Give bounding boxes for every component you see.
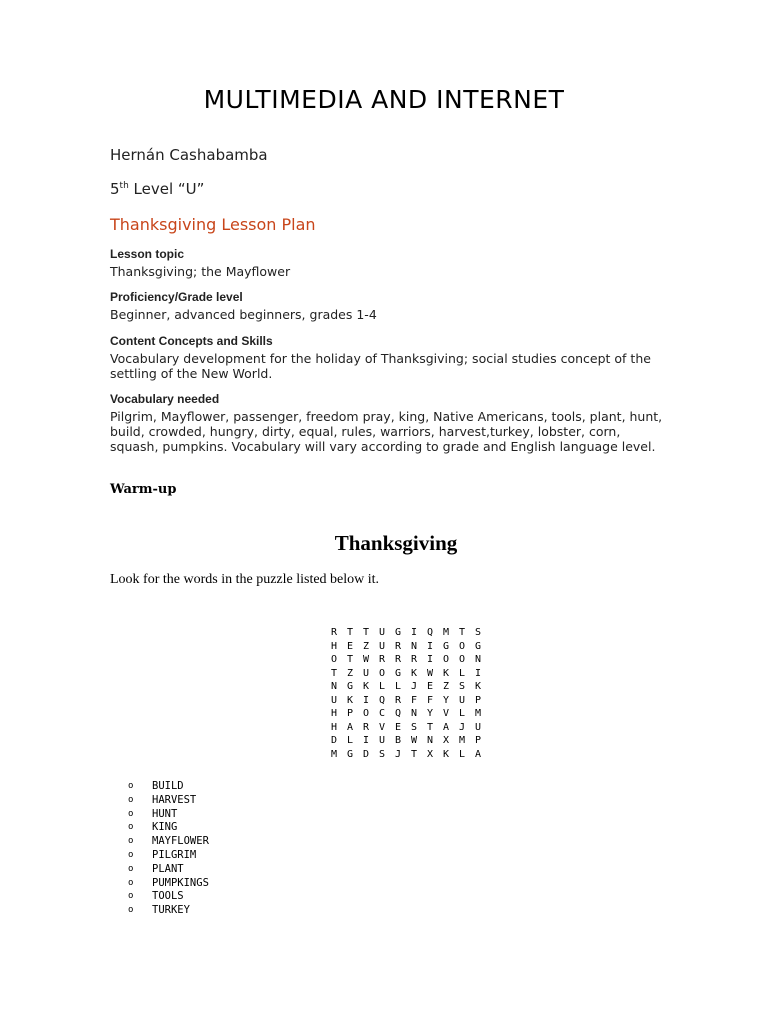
grid-letter: F	[411, 694, 418, 706]
grid-letter: L	[459, 748, 466, 760]
grid-letter: X	[443, 735, 450, 746]
grid-letter: P	[475, 694, 482, 706]
grid-letter: K	[443, 748, 450, 760]
grid-letter: G	[443, 640, 450, 652]
grid-letter: L	[459, 667, 466, 679]
section-body: Pilgrim, Mayflower, passenger, freedom pray, king, Native Americans, tools, plant, hunt, build, crowded, hungry, dirty, equal, rules, warriors, harvest,turkey, lobster, corn, squash, pumpkins. Vocabulary will vary according to grade and English language level.	[110, 409, 663, 454]
section-vocabulary	[110, 392, 670, 454]
circle-bullet-icon: o	[128, 794, 134, 805]
grid-letter: K	[475, 681, 482, 692]
grid-letter: R	[331, 627, 338, 638]
list-item	[128, 890, 209, 904]
grid-letter: I	[363, 694, 370, 706]
grid-letter: Y	[427, 708, 434, 719]
grid-letter: C	[379, 708, 386, 719]
grid-letter: T	[331, 667, 338, 679]
grid-row	[331, 640, 491, 654]
puzzle-title: Thanksgiving	[334, 531, 458, 555]
grid-letter: O	[459, 640, 466, 652]
grid-letter: N	[411, 640, 418, 652]
grid-letter: U	[379, 627, 386, 638]
circle-bullet-icon: o	[128, 905, 134, 916]
section-body: Beginner, advanced beginners, grades 1-4	[110, 307, 377, 322]
grid-letter: E	[347, 640, 354, 652]
grid-letter: B	[395, 735, 402, 746]
grid-letter: R	[411, 654, 418, 665]
list-item	[128, 877, 209, 891]
circle-bullet-icon: o	[128, 891, 134, 902]
word-label: HUNT	[152, 807, 178, 820]
grid-letter: T	[363, 627, 370, 638]
circle-bullet-icon: o	[128, 877, 134, 888]
word-label: MAYFLOWER	[152, 835, 209, 848]
document-title: MULTIMEDIA AND INTERNET	[203, 85, 565, 114]
author-name: Hernán Cashabamba	[110, 146, 268, 164]
grid-letter: R	[395, 654, 402, 665]
grid-letter: Z	[443, 681, 450, 692]
grid-letter: J	[395, 748, 402, 760]
grid-letter: U	[379, 640, 386, 652]
word-label: BUILD	[152, 780, 184, 792]
grid-letter: X	[427, 748, 434, 760]
grid-letter: Q	[427, 627, 434, 638]
grid-letter: O	[331, 654, 338, 665]
circle-bullet-icon: o	[128, 781, 134, 791]
grid-letter: S	[379, 748, 386, 760]
list-item	[128, 904, 209, 918]
grid-letter: W	[363, 654, 370, 665]
list-item	[128, 821, 209, 835]
puzzle-instructions: Look for the words in the puzzle listed below it.	[110, 572, 380, 587]
circle-bullet-icon: o	[128, 822, 134, 833]
circle-bullet-icon: o	[128, 836, 134, 847]
grid-letter: G	[347, 748, 354, 760]
grid-letter: I	[475, 667, 482, 679]
grid-letter: K	[363, 681, 370, 692]
grid-letter: A	[347, 721, 354, 733]
word-label: PILGRIM	[152, 848, 197, 861]
grid-row	[331, 680, 491, 694]
grid-letter: A	[475, 748, 482, 760]
grid-letter: H	[331, 708, 338, 719]
grid-row	[331, 667, 491, 681]
grid-letter: K	[347, 694, 354, 706]
grid-letter: P	[347, 708, 354, 719]
grid-letter: L	[395, 681, 402, 692]
grid-letter: M	[459, 735, 466, 746]
list-item	[128, 863, 209, 877]
section-heading: Content Concepts and Skills	[110, 334, 273, 348]
section-heading: Proficiency/Grade level	[110, 290, 243, 304]
grid-letter: H	[331, 640, 338, 652]
list-item	[128, 808, 209, 822]
grid-letter: Y	[443, 694, 450, 706]
grid-letter: Z	[363, 640, 370, 652]
grid-letter: T	[347, 654, 354, 665]
grid-letter: T	[347, 627, 354, 638]
grid-letter: U	[459, 694, 466, 706]
grid-letter: V	[379, 721, 386, 733]
grid-row	[331, 721, 491, 735]
grid-letter: I	[363, 735, 370, 746]
list-item	[128, 835, 209, 849]
class-level	[110, 180, 204, 198]
grid-letter: I	[427, 640, 434, 652]
grid-letter: Q	[395, 708, 402, 719]
word-label: TOOLS	[152, 890, 184, 903]
circle-bullet-icon: o	[128, 808, 134, 819]
grid-letter: L	[379, 681, 386, 692]
grid-letter: N	[475, 654, 482, 665]
section-heading: Lesson topic	[110, 247, 185, 261]
grid-letter: K	[411, 667, 418, 679]
level-number: 5	[110, 180, 120, 198]
grid-letter: S	[475, 627, 482, 638]
grid-row	[331, 694, 491, 708]
grid-letter: E	[395, 721, 402, 733]
grid-letter: T	[427, 721, 434, 733]
grid-letter: M	[331, 748, 338, 760]
word-label: HARVEST	[152, 793, 197, 806]
grid-letter: O	[379, 667, 386, 679]
grid-letter: J	[459, 721, 466, 733]
word-label: KING	[152, 821, 178, 834]
grid-letter: U	[379, 735, 386, 746]
word-list	[128, 780, 209, 918]
warmup-heading: Warm-up	[110, 482, 177, 497]
circle-bullet-icon: o	[128, 863, 134, 874]
word-label: TURKEY	[152, 904, 190, 917]
grid-letter: O	[363, 708, 370, 719]
grid-letter: K	[443, 667, 450, 679]
grid-letter: U	[331, 694, 338, 706]
grid-letter: N	[331, 681, 338, 692]
grid-letter: M	[475, 708, 482, 719]
grid-letter: R	[379, 654, 386, 665]
section-body: Thanksgiving; the Mayflower	[110, 264, 291, 279]
grid-letter: S	[459, 681, 466, 692]
section-content-concepts	[110, 334, 670, 381]
grid-letter: G	[347, 681, 354, 692]
grid-row	[331, 626, 491, 640]
grid-letter: F	[427, 694, 434, 706]
lesson-plan-title: Thanksgiving Lesson Plan	[110, 215, 316, 234]
word-search-grid	[331, 626, 491, 761]
grid-letter: H	[331, 721, 338, 733]
grid-letter: T	[459, 627, 466, 638]
grid-letter: Q	[379, 694, 386, 706]
grid-letter: P	[475, 735, 482, 746]
section-body: Vocabulary development for the holiday of Thanksgiving; social studies concept of the settling of the New World.	[110, 351, 651, 381]
grid-letter: A	[443, 721, 450, 733]
grid-letter: W	[411, 735, 418, 746]
grid-letter: W	[427, 667, 434, 679]
word-label: PLANT	[152, 862, 184, 875]
grid-letter: D	[331, 735, 338, 746]
grid-letter: T	[411, 748, 418, 760]
grid-letter: I	[427, 654, 434, 665]
list-item	[128, 794, 209, 808]
grid-row	[331, 707, 491, 721]
grid-letter: S	[411, 721, 418, 733]
section-proficiency	[110, 290, 670, 322]
grid-letter: L	[347, 735, 354, 746]
grid-letter: R	[395, 694, 402, 706]
grid-row	[331, 734, 491, 748]
list-item	[128, 849, 209, 863]
circle-bullet-icon: o	[128, 849, 134, 860]
grid-letter: J	[411, 681, 418, 692]
grid-letter: L	[459, 708, 466, 719]
grid-letter: N	[427, 735, 434, 746]
grid-letter: E	[427, 681, 434, 692]
grid-letter: G	[475, 640, 482, 652]
section-lesson-topic	[110, 247, 670, 279]
section-heading: Vocabulary needed	[110, 392, 220, 406]
grid-row	[331, 653, 491, 667]
grid-letter: G	[395, 627, 402, 638]
grid-letter: I	[411, 627, 418, 638]
grid-letter: R	[395, 640, 402, 652]
grid-letter: D	[363, 748, 370, 760]
level-text: Level “U”	[128, 180, 205, 198]
grid-letter: U	[475, 721, 482, 733]
grid-letter: Z	[347, 667, 354, 679]
level-suffix: th	[119, 181, 129, 191]
grid-letter: R	[363, 721, 370, 733]
word-label: PUMPKINGS	[152, 876, 209, 889]
grid-letter: V	[443, 708, 450, 719]
grid-letter: M	[443, 627, 450, 638]
grid-letter: O	[459, 654, 466, 665]
grid-letter: U	[363, 667, 370, 679]
grid-letter: O	[443, 654, 450, 665]
grid-letter: G	[395, 667, 402, 679]
grid-row	[331, 748, 491, 762]
list-item	[128, 780, 209, 794]
grid-letter: N	[411, 708, 418, 719]
